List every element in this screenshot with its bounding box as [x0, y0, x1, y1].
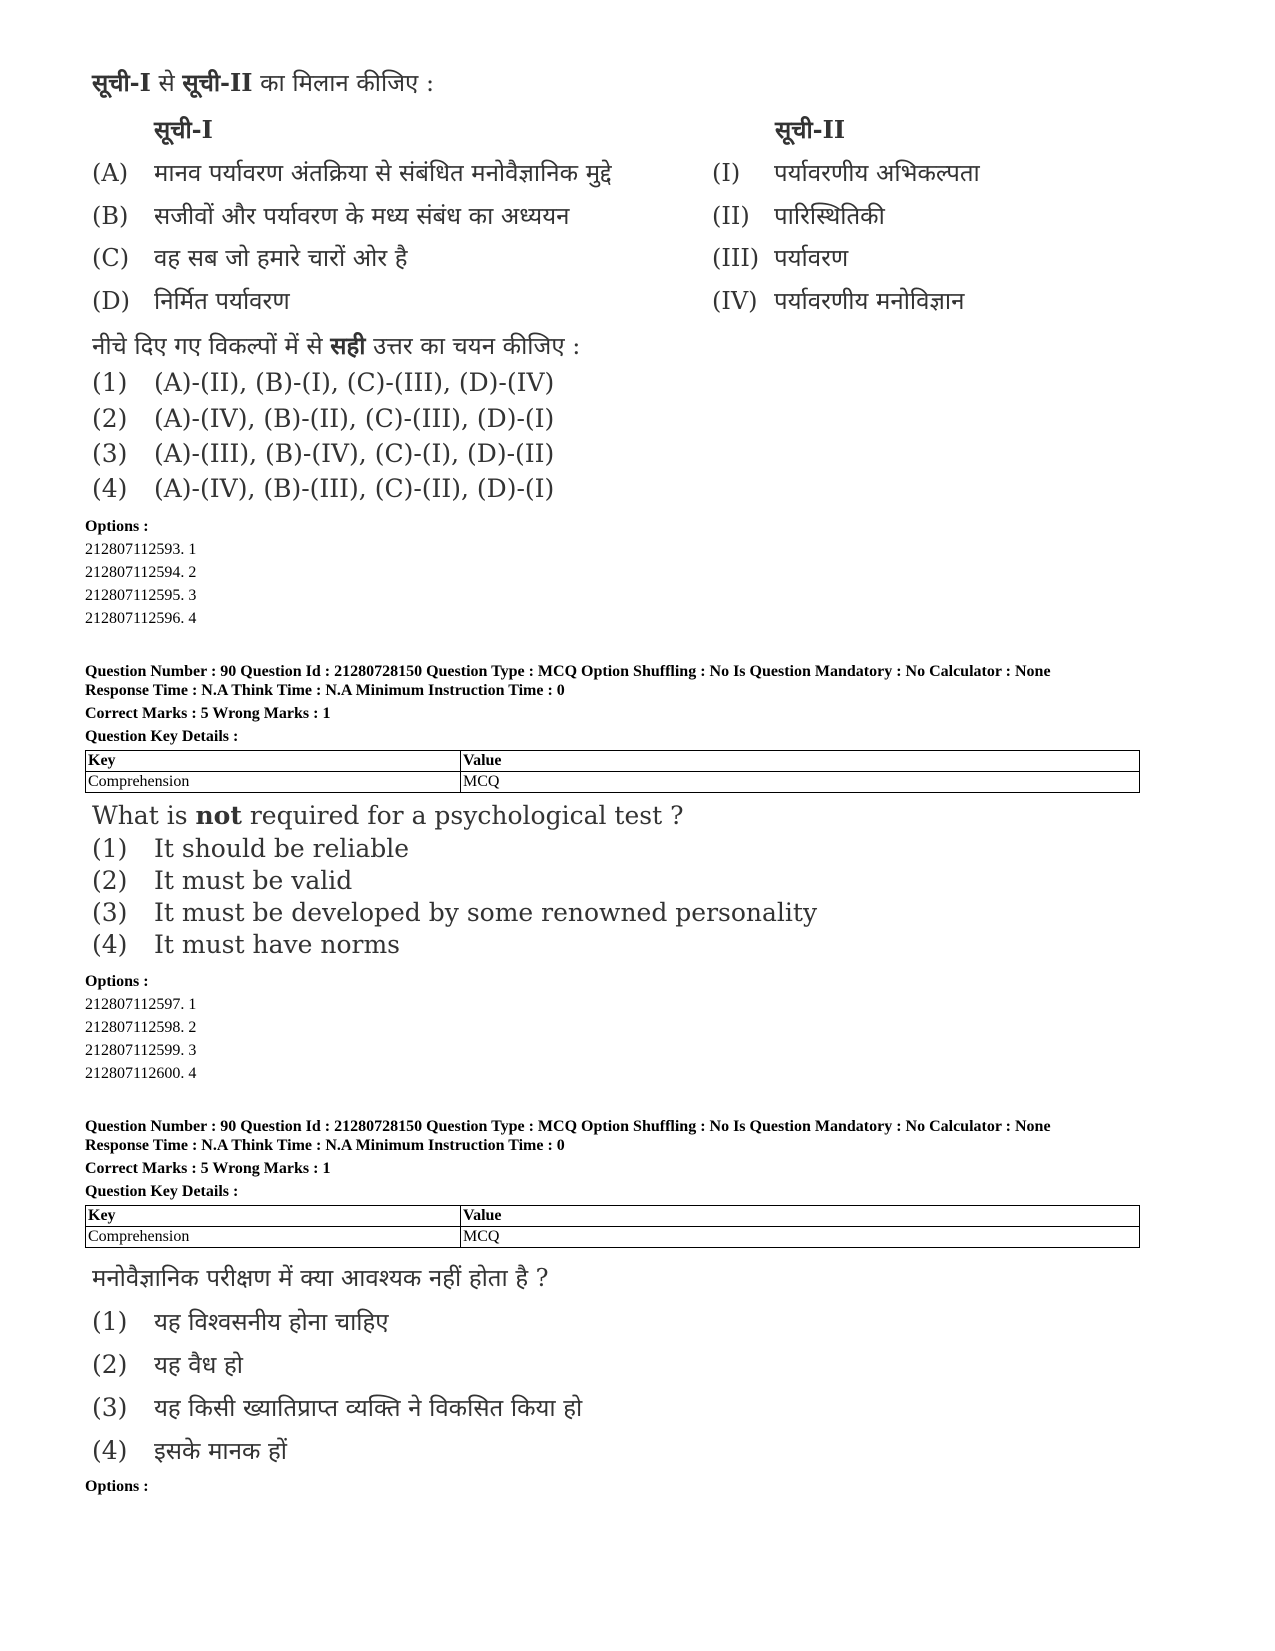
list1-item [92, 241, 408, 274]
list1-heading: सूची-I [154, 115, 213, 144]
q90-en-option-id: 212807112599. 3 [85, 1042, 197, 1059]
q89-choice [92, 404, 554, 433]
key-table-value: MCQ [461, 772, 1140, 793]
list1-item-text: मानव पर्यावरण अंतक्रिया से संबंधित मनोवैज्ञानिक मुद्दे [154, 159, 612, 187]
question-meta-line1: Question Number : 90 Question Id : 21280728150 Question Type : MCQ Option Shuffling : No Is Question Mandatory : No Calculator : None [85, 663, 1051, 680]
list2-item [712, 156, 980, 189]
list2-item-label: (II) [712, 202, 750, 230]
q90-hi-choice [92, 1305, 389, 1338]
q89-option-id: 212807112594. 2 [85, 564, 197, 581]
list1-item-text: वह सब जो हमारे चारों ओर है [154, 244, 408, 272]
key-table-header-key: Key [86, 1206, 461, 1227]
question-key-details-label: Question Key Details : [85, 728, 239, 745]
list2-item [712, 284, 964, 317]
key-table-value: MCQ [461, 1227, 1140, 1248]
choice-text: It should be reliable [154, 834, 410, 863]
q90-hi-choice [92, 1434, 287, 1467]
key-table-key: Comprehension [86, 1227, 461, 1248]
list1-item-label: (D) [92, 287, 130, 315]
list2-heading: सूची-II [775, 115, 846, 144]
choice-label: (4) [92, 930, 128, 959]
list1-item [92, 199, 569, 232]
choice-text: इसके मानक हों [154, 1437, 287, 1465]
choice-label: (3) [92, 439, 128, 468]
choice-label: (1) [92, 1307, 128, 1336]
q90-en-choice [92, 898, 817, 927]
q90-hi-options-label: Options : [85, 1478, 149, 1495]
choice-text: (A)-(IV), (B)-(III), (C)-(II), (D)-(I) [154, 474, 555, 503]
choice-label: (2) [92, 404, 128, 433]
list1-item-label: (A) [92, 159, 129, 187]
q90-hi-choice [92, 1348, 243, 1381]
q89-instruction-list2: सूची-II [182, 68, 253, 97]
choice-label: (1) [92, 368, 128, 397]
q89-option-id: 212807112595. 3 [85, 587, 197, 604]
q89-choice [92, 368, 554, 397]
list1-item [92, 156, 612, 189]
question-key-details-label: Question Key Details : [85, 1183, 239, 1200]
list2-item-text: पारिस्थितिकी [774, 202, 885, 230]
q89-choose-sahi: सही [330, 331, 366, 360]
choice-text: (A)-(II), (B)-(I), (C)-(III), (D)-(IV) [154, 368, 555, 397]
choice-label: (1) [92, 834, 128, 863]
key-table-header-value: Value [461, 751, 1140, 772]
q89-option-id: 212807112593. 1 [85, 541, 197, 558]
q89-instruction-rest: का मिलान कीजिए : [252, 69, 435, 97]
list2-item [712, 199, 885, 232]
q89-option-id: 212807112596. 4 [85, 610, 197, 627]
question-meta-line1: Question Number : 90 Question Id : 21280728150 Question Type : MCQ Option Shuffling : No Is Question Mandatory : No Calculator : None [85, 1118, 1051, 1135]
q90-en-option-id: 212807112600. 4 [85, 1065, 197, 1082]
key-table-row [86, 772, 1140, 793]
list1-item [92, 284, 290, 317]
q90-en-option-id: 212807112598. 2 [85, 1019, 197, 1036]
question-marks: Correct Marks : 5 Wrong Marks : 1 [85, 1160, 331, 1177]
q89-choose-a: नीचे दिए गए विकल्पों में से [92, 332, 331, 360]
q89-choose-instruction [92, 329, 580, 362]
q90-hi-choice [92, 1391, 582, 1424]
q89-choice [92, 439, 554, 468]
choice-label: (2) [92, 1350, 128, 1379]
list1-item-text: सजीवों और पर्यावरण के मध्य संबंध का अध्ययन [154, 202, 570, 230]
key-table-header-row [86, 1206, 1140, 1227]
key-table-header-row [86, 751, 1140, 772]
q89-instruction [92, 66, 434, 99]
choice-label: (4) [92, 474, 128, 503]
q90-en-choice [92, 834, 409, 863]
q89-choose-c: उत्तर का चयन कीजिए : [365, 332, 581, 360]
q90-en-options-label: Options : [85, 973, 149, 990]
q89-choice [92, 474, 554, 503]
key-table-row [86, 1227, 1140, 1248]
key-table-key: Comprehension [86, 772, 461, 793]
key-table-header-value: Value [461, 1206, 1140, 1227]
list2-item-text: पर्यावरणीय मनोविज्ञान [774, 287, 965, 315]
choice-label: (3) [92, 898, 128, 927]
question-key-table [85, 1205, 1140, 1248]
question-text-not: not [195, 801, 242, 830]
list2-item-label: (IV) [712, 287, 758, 315]
choice-text: It must have norms [154, 930, 401, 959]
list1-item-text: निर्मित पर्यावरण [154, 287, 290, 315]
list2-item [712, 241, 848, 274]
list2-item-text: पर्यावरणीय अभिकल्पता [774, 159, 980, 187]
q90-hi-question: मनोवैज्ञानिक परीक्षण में क्या आवश्यक नहीं होता है ? [92, 1264, 549, 1292]
list2-item-label: (III) [712, 244, 760, 272]
list1-item-label: (B) [92, 202, 129, 230]
key-table-header-key: Key [86, 751, 461, 772]
question-meta-line2: Response Time : N.A Think Time : N.A Minimum Instruction Time : 0 [85, 1137, 565, 1154]
q90-en-option-id: 212807112597. 1 [85, 996, 197, 1013]
question-text-a: What is [92, 801, 196, 830]
choice-text: (A)-(IV), (B)-(II), (C)-(III), (D)-(I) [154, 404, 555, 433]
q90-en-question [92, 801, 684, 830]
choice-label: (2) [92, 866, 128, 895]
choice-text: (A)-(III), (B)-(IV), (C)-(I), (D)-(II) [154, 439, 555, 468]
q89-instruction-list1: सूची-I [92, 68, 151, 97]
q89-instruction-se: से [150, 69, 183, 97]
question-key-table [85, 750, 1140, 793]
question-marks: Correct Marks : 5 Wrong Marks : 1 [85, 705, 331, 722]
choice-text: यह किसी ख्यातिप्राप्त व्यक्ति ने विकसित किया हो [154, 1394, 583, 1422]
q90-en-choice [92, 866, 352, 895]
question-text-c: required for a psychological test ? [241, 801, 684, 830]
choice-text: यह वैध हो [154, 1351, 243, 1379]
choice-label: (3) [92, 1393, 128, 1422]
list2-item-label: (I) [712, 159, 741, 187]
choice-text: It must be developed by some renowned personality [154, 898, 818, 927]
choice-label: (4) [92, 1436, 128, 1465]
choice-text: यह विश्वसनीय होना चाहिए [154, 1308, 389, 1336]
list1-item-label: (C) [92, 244, 130, 272]
q90-en-choice [92, 930, 400, 959]
choice-text: It must be valid [154, 866, 353, 895]
question-meta-line2: Response Time : N.A Think Time : N.A Minimum Instruction Time : 0 [85, 682, 565, 699]
q89-options-label: Options : [85, 518, 149, 535]
list2-item-text: पर्यावरण [774, 244, 849, 272]
